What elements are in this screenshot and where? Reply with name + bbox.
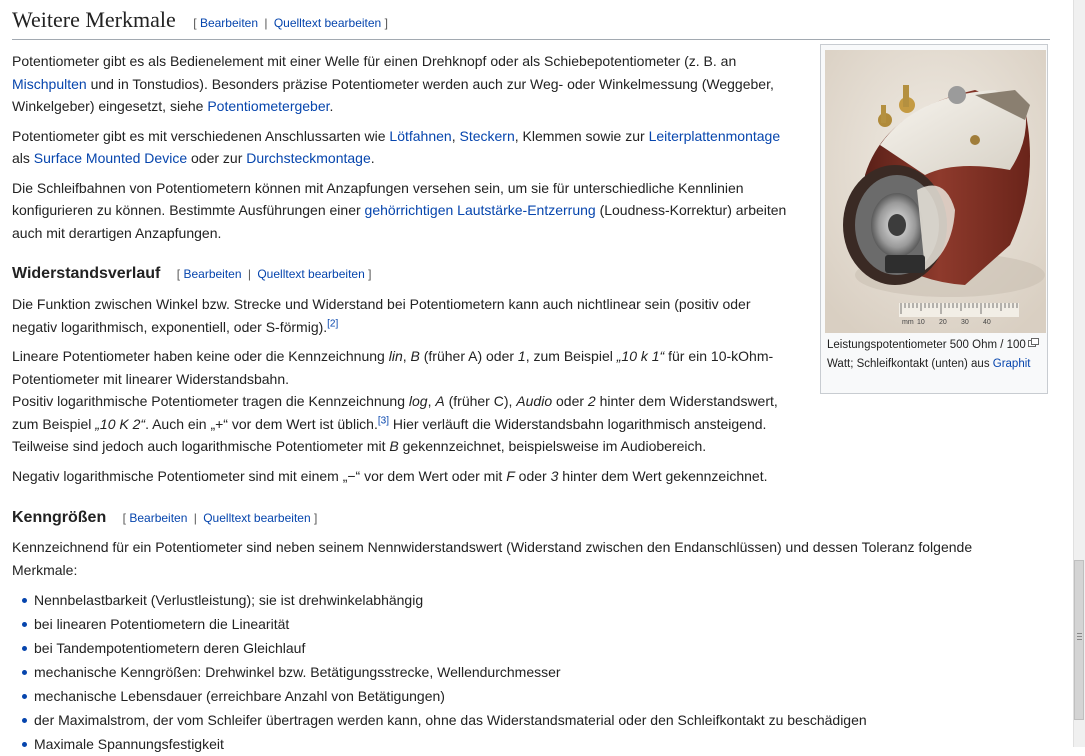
list-item: bei Tandempotentiometern deren Gleichlauf (12, 636, 1012, 660)
bullet-icon (22, 646, 27, 651)
feature-list (12, 588, 1012, 756)
edit-source-link[interactable]: Quelltext bearbeiten (203, 511, 311, 525)
edit-source-link[interactable]: Quelltext bearbeiten (273, 16, 382, 30)
bullet-icon (22, 670, 27, 675)
paragraph: Lineare Potentiometer haben keine oder die Kennzeichnung lin, B (früher A) oder 1, zum Beispiel „10 k 1“ für ein 10-kOhm-Potentiometer mit linearer Widerstandsbahn. Positiv logarithmische Potentiometer tragen die Kennzeichnung log, A (früher C), Audio oder 2 hinter dem Widerstandswert, zum Beispiel „10 K 2“. Auch ein „+“ vor dem Wert ist üblich.[3] Hier verläuft die Widerstandsbahn logarithmisch ansteigend. Teilweise sind jedoch auch logarithmische Potentiometer mit B gekennzeichnet, beispielsweise im Audiobereich. (12, 348, 778, 454)
paragraph: Negativ logarithmische Potentiometer sind mit einem „−“ vor dem Wert oder mit F oder 3 hinter dem Wert gekennzeichnet. (12, 467, 768, 484)
list-item: mechanische Kenngrößen: Drehwinkel bzw. Betätigungsstrecke, Wellendurchmesser (12, 660, 1012, 684)
link-graphit[interactable]: Graphit (992, 357, 1031, 370)
link-lautstaerke-entzerrung[interactable]: gehörrichtigen Lautstärke-Entzerrung (364, 202, 596, 218)
scroll-grip-icon (1077, 636, 1082, 637)
bullet-icon (22, 718, 27, 723)
list-item: Maximale Spannungsfestigkeit (12, 732, 1012, 756)
section-title: Kenngrößen (12, 509, 107, 526)
link-steckern[interactable]: Steckern (459, 127, 515, 144)
section-heading-weitere-merkmale (12, 0, 1050, 40)
figure-caption: Leistungspotentiometer 500 Ohm / 100 Watt; Schleifkontakt (unten) aus Graphit (827, 339, 1031, 370)
list-item: der Maximalstrom, der vom Schleifer übertragen werden kann, ohne das Widerstandsmaterial oder den Schleifkontakt zu beschädigen (12, 708, 1012, 732)
ruler-tick-label: 30 (961, 319, 969, 326)
scrollbar-thumb[interactable] (1074, 560, 1084, 720)
ruler-tick-label: 10 (917, 319, 925, 326)
list-item: bei linearen Potentiometern die Linearität (12, 612, 1012, 636)
edit-section-links: [ Bearbeiten | Quelltext bearbeiten ] (122, 511, 318, 525)
potentiometer-photo[interactable] (825, 50, 1046, 333)
section-title: Widerstandsverlauf (12, 265, 161, 282)
link-surface-mounted-device[interactable]: Surface Mounted Device (33, 150, 188, 166)
section-heading-kenngroessen (12, 508, 1072, 528)
edit-section-links: [ Bearbeiten | Quelltext bearbeiten ] (176, 267, 372, 281)
bullet-icon (22, 742, 27, 747)
paragraph: Kennzeichnend für ein Potentiometer sind neben seinem Nennwiderstandswert (Widerstand zwischen den Endanschlüssen) und dessen Toleranz folgende Merkmale: (12, 539, 973, 578)
article-content (12, 0, 1072, 756)
bullet-icon (22, 622, 27, 627)
bullet-icon (22, 598, 27, 603)
link-potentiometergeber[interactable]: Potentiometergeber (207, 98, 330, 114)
edit-section-link[interactable]: Bearbeiten (129, 511, 188, 525)
edit-section-link[interactable]: Bearbeiten (199, 16, 258, 30)
paragraph: Die Funktion zwischen Winkel bzw. Strecke und Widerstand bei Potentiometern kann auch nichtlinear sein (positiv oder negativ logarithmisch, exponentiell, oder S-förmig).[2] (12, 296, 751, 335)
list-item: Nennbelastbarkeit (Verlustleistung); sie ist drehwinkelabhängig (12, 588, 1012, 612)
bullet-icon (22, 694, 27, 699)
ruler-unit: mm (902, 319, 914, 326)
paragraph: Potentiometer gibt es mit verschiedenen Anschlussarten wie Lötfahnen, Steckern, Klemmen sowie zur Leiterplattenmontage als Surface Mounted Device oder zur Durchsteckmontage. (12, 127, 781, 166)
edit-source-link[interactable]: Quelltext bearbeiten (257, 267, 365, 281)
reference-link[interactable]: [3] (377, 414, 389, 426)
edit-section-links: [ Bearbeiten | Quelltext bearbeiten ] (193, 16, 388, 30)
link-loetfahnen[interactable]: Lötfahnen (389, 127, 452, 144)
link-leiterplattenmontage[interactable]: Leiterplattenmontage (648, 127, 781, 144)
ruler-tick-label: 40 (983, 319, 991, 326)
thumbnail-figure (820, 44, 1048, 394)
edit-section-link[interactable]: Bearbeiten (183, 267, 242, 281)
link-durchsteckmontage[interactable]: Durchsteckmontage (246, 150, 371, 166)
section-title: Weitere Merkmale (12, 7, 176, 32)
paragraph: Potentiometer gibt es als Bedienelement mit einer Welle für einen Drehknopf oder als Schiebepotentiometer (z. B. an Mischpulten und in Tonstudios). Besonders präzise Potentiometer werden auch zur Weg- oder Winkelmessung (Weggeber, Winkelgeber) eingesetzt, siehe Potentiometergeber. (12, 53, 774, 114)
paragraph: Die Schleifbahnen von Potentiometern können mit Anzapfungen versehen sein, um sie für unterschiedliche Kennlinien konfigurieren zu können. Bestimmte Ausführungen einer gehörrichtigen Lautstärke-Entzerrung (Loudness-Korrektur) arbeiten auch mit derartigen Anzapfungen. (12, 179, 787, 241)
scroll-grip-icon (1077, 633, 1082, 634)
link-mischpulten[interactable]: Mischpulten (12, 75, 87, 92)
ruler-tick-label: 20 (939, 319, 947, 326)
list-item: mechanische Lebensdauer (erreichbare Anzahl von Betätigungen) (12, 684, 1012, 708)
reference-link[interactable]: [2] (327, 317, 339, 329)
scroll-grip-icon (1077, 639, 1082, 640)
